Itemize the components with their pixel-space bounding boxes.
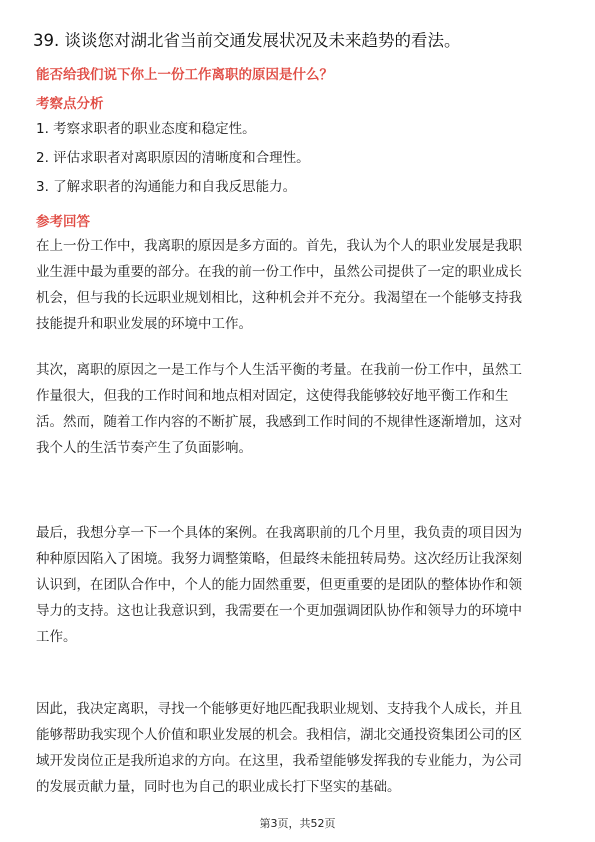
analysis-item: 1. 考察求职者的职业态度和稳定性。	[36, 121, 256, 137]
paragraph-line: 业生涯中最为重要的部分。在我的前一份工作中，虽然公司提供了一定的职业成长	[36, 264, 522, 280]
paragraph-line: 导力的支持。这也让我意识到，我需要在一个更加强调团队协作和领导力的环境中	[36, 603, 522, 619]
paragraph-line: 能够帮助我实现个人价值和职业发展的机会。我相信，湖北交通投资集团公司的区	[36, 727, 522, 743]
paragraph-line: 最后，我想分享一下一个具体的案例。在我离职前的几个月里，我负责的项目因为	[36, 525, 522, 541]
paragraph-line: 机会，但与我的长远职业规划相比，这种机会并不充分。我渴望在一个能够支持我	[36, 290, 522, 306]
paragraph-line: 因此，我决定离职，寻找一个能够更好地匹配我职业规划、支持我个人成长，并且	[36, 701, 522, 717]
answer-paragraph-3	[36, 520, 560, 650]
sub-question: 能否给我们说下你上一份工作离职的原因是什么？	[36, 67, 333, 83]
answer-paragraph-2	[36, 357, 560, 461]
question-title: 39. 谈谈您对湖北省当前交通发展状况及未来趋势的看法。	[33, 31, 461, 50]
paragraph-line: 认识到，在团队合作中，个人的能力固然重要，但更重要的是团队的整体协作和领	[36, 577, 522, 593]
paragraph-line: 其次，离职的原因之一是工作与个人生活平衡的考量。在我前一份工作中，虽然工	[36, 362, 522, 378]
paragraph-line: 技能提升和职业发展的环境中工作。	[36, 316, 252, 332]
paragraph-line: 活。然而，随着工作内容的不断扩展，我感到工作时间的不规律性逐渐增加，这对	[36, 414, 522, 430]
analysis-item: 2. 评估求职者对离职原因的清晰度和合理性。	[36, 150, 310, 166]
paragraph-line: 工作。	[36, 629, 77, 645]
paragraph-line: 在上一份工作中，我离职的原因是多方面的。首先，我认为个人的职业发展是我职	[36, 238, 522, 254]
analysis-heading: 考察点分析	[36, 96, 104, 112]
paragraph-line: 作量很大，但我的工作时间和地点相对固定，这使得我能够较好地平衡工作和生	[36, 388, 509, 404]
paragraph-line: 域开发岗位正是我所追求的方向。在这里，我希望能够发挥我的专业能力，为公司	[36, 753, 522, 769]
analysis-item: 3. 了解求职者的沟通能力和自我反思能力。	[36, 179, 297, 195]
analysis-list	[36, 120, 310, 207]
paragraph-line: 种种原因陷入了困境。我努力调整策略，但最终未能扭转局势。这次经历让我深刻	[36, 551, 522, 567]
answer-paragraph-1	[36, 233, 560, 337]
paragraph-line: 的发展贡献力量，同时也为自己的职业成长打下坚实的基础。	[36, 779, 401, 795]
paragraph-line: 我个人的生活节奏产生了负面影响。	[36, 440, 252, 456]
reference-heading: 参考回答	[36, 214, 90, 230]
page-footer: 第3页，共52页	[259, 817, 336, 830]
answer-paragraph-4	[36, 696, 560, 800]
